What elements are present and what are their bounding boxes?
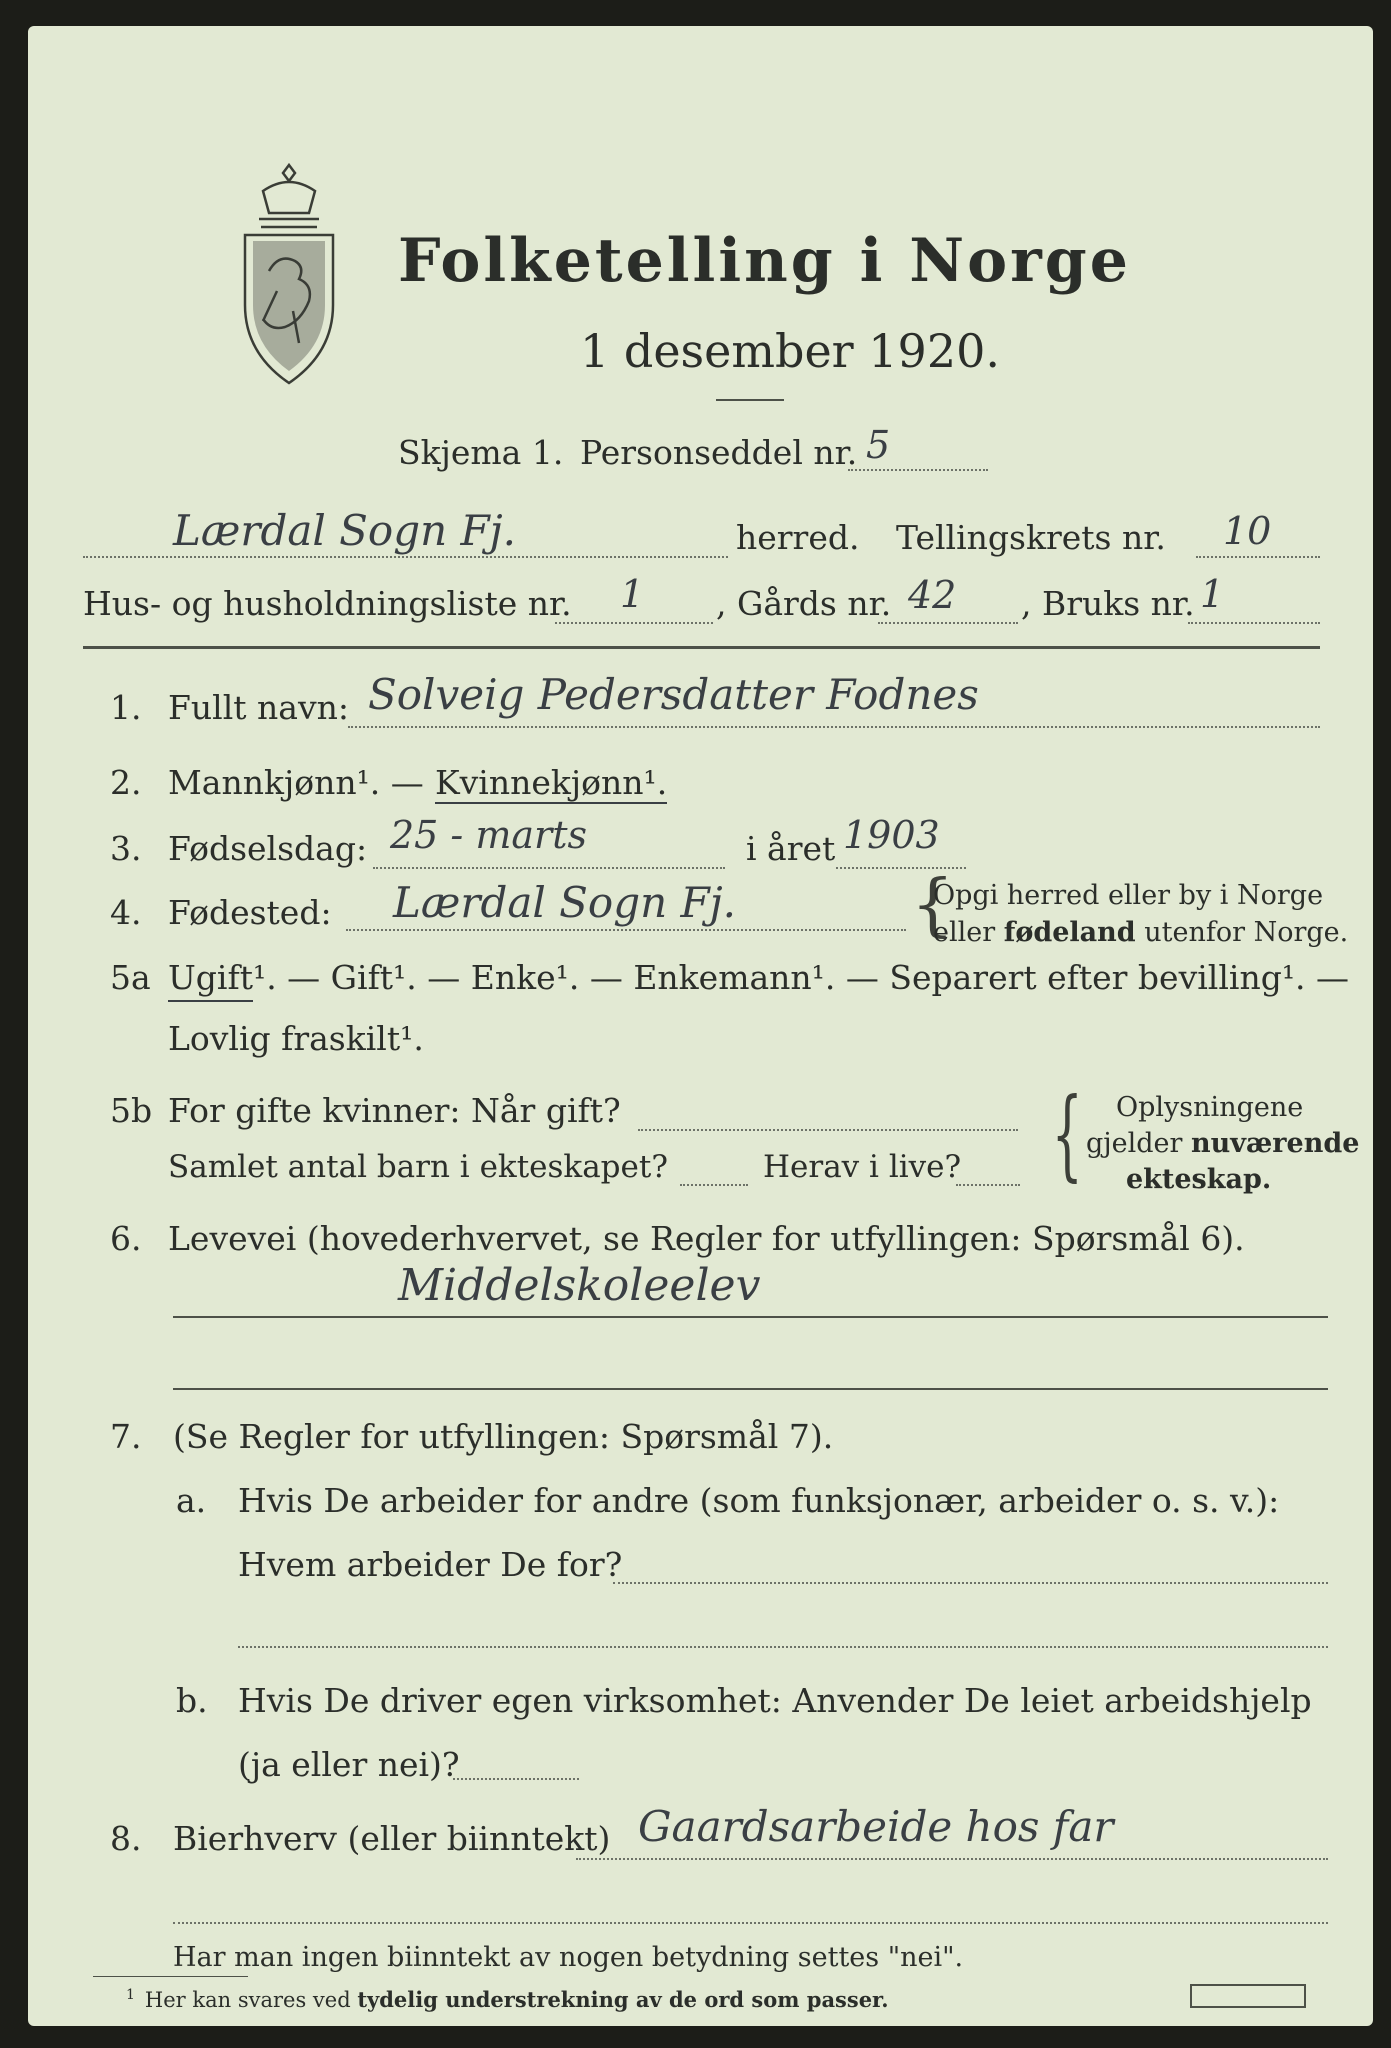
tellingskrets-value[interactable]: 10 xyxy=(1223,509,1272,553)
side-income-label: Bierhverv (eller biinntekt) xyxy=(173,1819,611,1858)
coat-of-arms-icon xyxy=(233,161,345,393)
herred-value[interactable]: Lærdal Sogn Fj. xyxy=(173,506,517,555)
bruks-value[interactable]: 1 xyxy=(1200,572,1225,616)
question-number: 1. xyxy=(110,688,142,727)
gards-value[interactable]: 42 xyxy=(908,573,957,617)
birthdate-value[interactable]: 25 - marts xyxy=(390,813,587,857)
side-income-value[interactable]: Gaardsarbeide hos far xyxy=(638,1802,1114,1851)
husliste-label: Hus- og husholdningsliste nr. xyxy=(83,584,572,623)
question-number: 3. xyxy=(110,829,142,868)
q7-label: (Se Regler for utfyllingen: Spørsmål 7). xyxy=(173,1417,834,1456)
question-number: 7. xyxy=(110,1417,142,1456)
birthyear-label: i året xyxy=(746,829,836,868)
question-number: 5a xyxy=(110,958,151,997)
birthplace-note: Opgi herred eller by i Norge xyxy=(933,880,1324,911)
birthyear-value[interactable]: 1903 xyxy=(843,813,940,857)
marital-status-options[interactable]: Ugift¹. — Gift¹. — Enke¹. — Enkemann¹. — Separert efter bevilling¹. — xyxy=(168,961,1349,994)
marriage-note-line2: gjelder nuværende xyxy=(1086,1128,1360,1159)
birthdate-label: Fødselsdag: xyxy=(168,829,368,868)
personseddel-value[interactable]: 5 xyxy=(866,423,891,467)
employed-label: Hvis De arbeider for andre (som funksjonær, arbeider o. s. v.): xyxy=(238,1481,1280,1520)
children-alive-label: Herav i live? xyxy=(763,1149,962,1185)
husliste-value[interactable]: 1 xyxy=(620,572,645,616)
herred-label: herred. xyxy=(736,518,860,557)
personseddel-label: Personseddel nr. xyxy=(580,433,858,472)
self-employed-label: Hvis De driver egen virksomhet: Anvender De leiet arbeidshjelp xyxy=(238,1681,1312,1720)
occupation-value[interactable]: Middelskoleelev xyxy=(398,1260,761,1311)
brace: { xyxy=(1051,1078,1083,1192)
birthplace-value[interactable]: Lærdal Sogn Fj. xyxy=(393,878,737,927)
footnote: $^1$ Her kan svares ved tydelig understrekning av de ord som passer. xyxy=(126,1987,889,2012)
birthplace-note-line2: eller fødeland utenfor Norge. xyxy=(933,917,1349,948)
sex-male-option[interactable]: Mannkjønn¹. — xyxy=(168,763,424,802)
side-income-note: Har man ingen biinntekt av nogen betydning settes "nei". xyxy=(173,1942,964,1973)
question-number: 4. xyxy=(110,893,142,932)
married-when-label: For gifte kvinner: Når gift? xyxy=(168,1091,621,1130)
marriage-note-line3: ekteskap. xyxy=(1126,1164,1272,1195)
census-date: 1 desember 1920. xyxy=(580,324,1000,378)
employer-label: Hvem arbeider De for? xyxy=(238,1545,623,1584)
question-number: b. xyxy=(176,1681,208,1720)
birthplace-label: Fødested: xyxy=(168,893,332,932)
sex-female-option[interactable]: Kvinnekjønn¹. xyxy=(435,763,668,802)
form-title: Folketelling i Norge xyxy=(398,226,1131,296)
question-number: 8. xyxy=(110,1819,142,1858)
tellingskrets-label: Tellingskrets nr. xyxy=(896,518,1166,557)
schema-label: Skjema 1. xyxy=(398,433,564,472)
brace: { xyxy=(911,866,955,945)
title-divider xyxy=(716,399,784,401)
full-name-label: Fullt navn: xyxy=(168,688,349,727)
census-form xyxy=(28,26,1373,2026)
marital-option-ugift[interactable]: Ugift xyxy=(168,958,253,1002)
header-divider xyxy=(83,646,1320,649)
marital-option-divorced[interactable]: Lovlig fraskilt¹. xyxy=(168,1019,424,1058)
occupation-label: Levevei (hovederhvervet, se Regler for utfyllingen: Spørsmål 6). xyxy=(168,1219,1245,1258)
question-number: 2. xyxy=(110,763,142,802)
bruks-label: , Bruks nr. xyxy=(1021,584,1195,623)
question-number: 6. xyxy=(110,1219,142,1258)
full-name-value[interactable]: Solveig Pedersdatter Fodnes xyxy=(368,670,979,719)
children-count-label: Samlet antal barn i ekteskapet? xyxy=(168,1149,668,1185)
question-number: a. xyxy=(176,1481,207,1520)
gards-label: , Gårds nr. xyxy=(716,584,892,623)
marriage-note: Oplysningene xyxy=(1116,1092,1304,1123)
printer-stamp xyxy=(1190,1984,1306,2008)
hired-help-label: (ja eller nei)? xyxy=(238,1745,460,1784)
question-number: 5b xyxy=(110,1091,153,1130)
